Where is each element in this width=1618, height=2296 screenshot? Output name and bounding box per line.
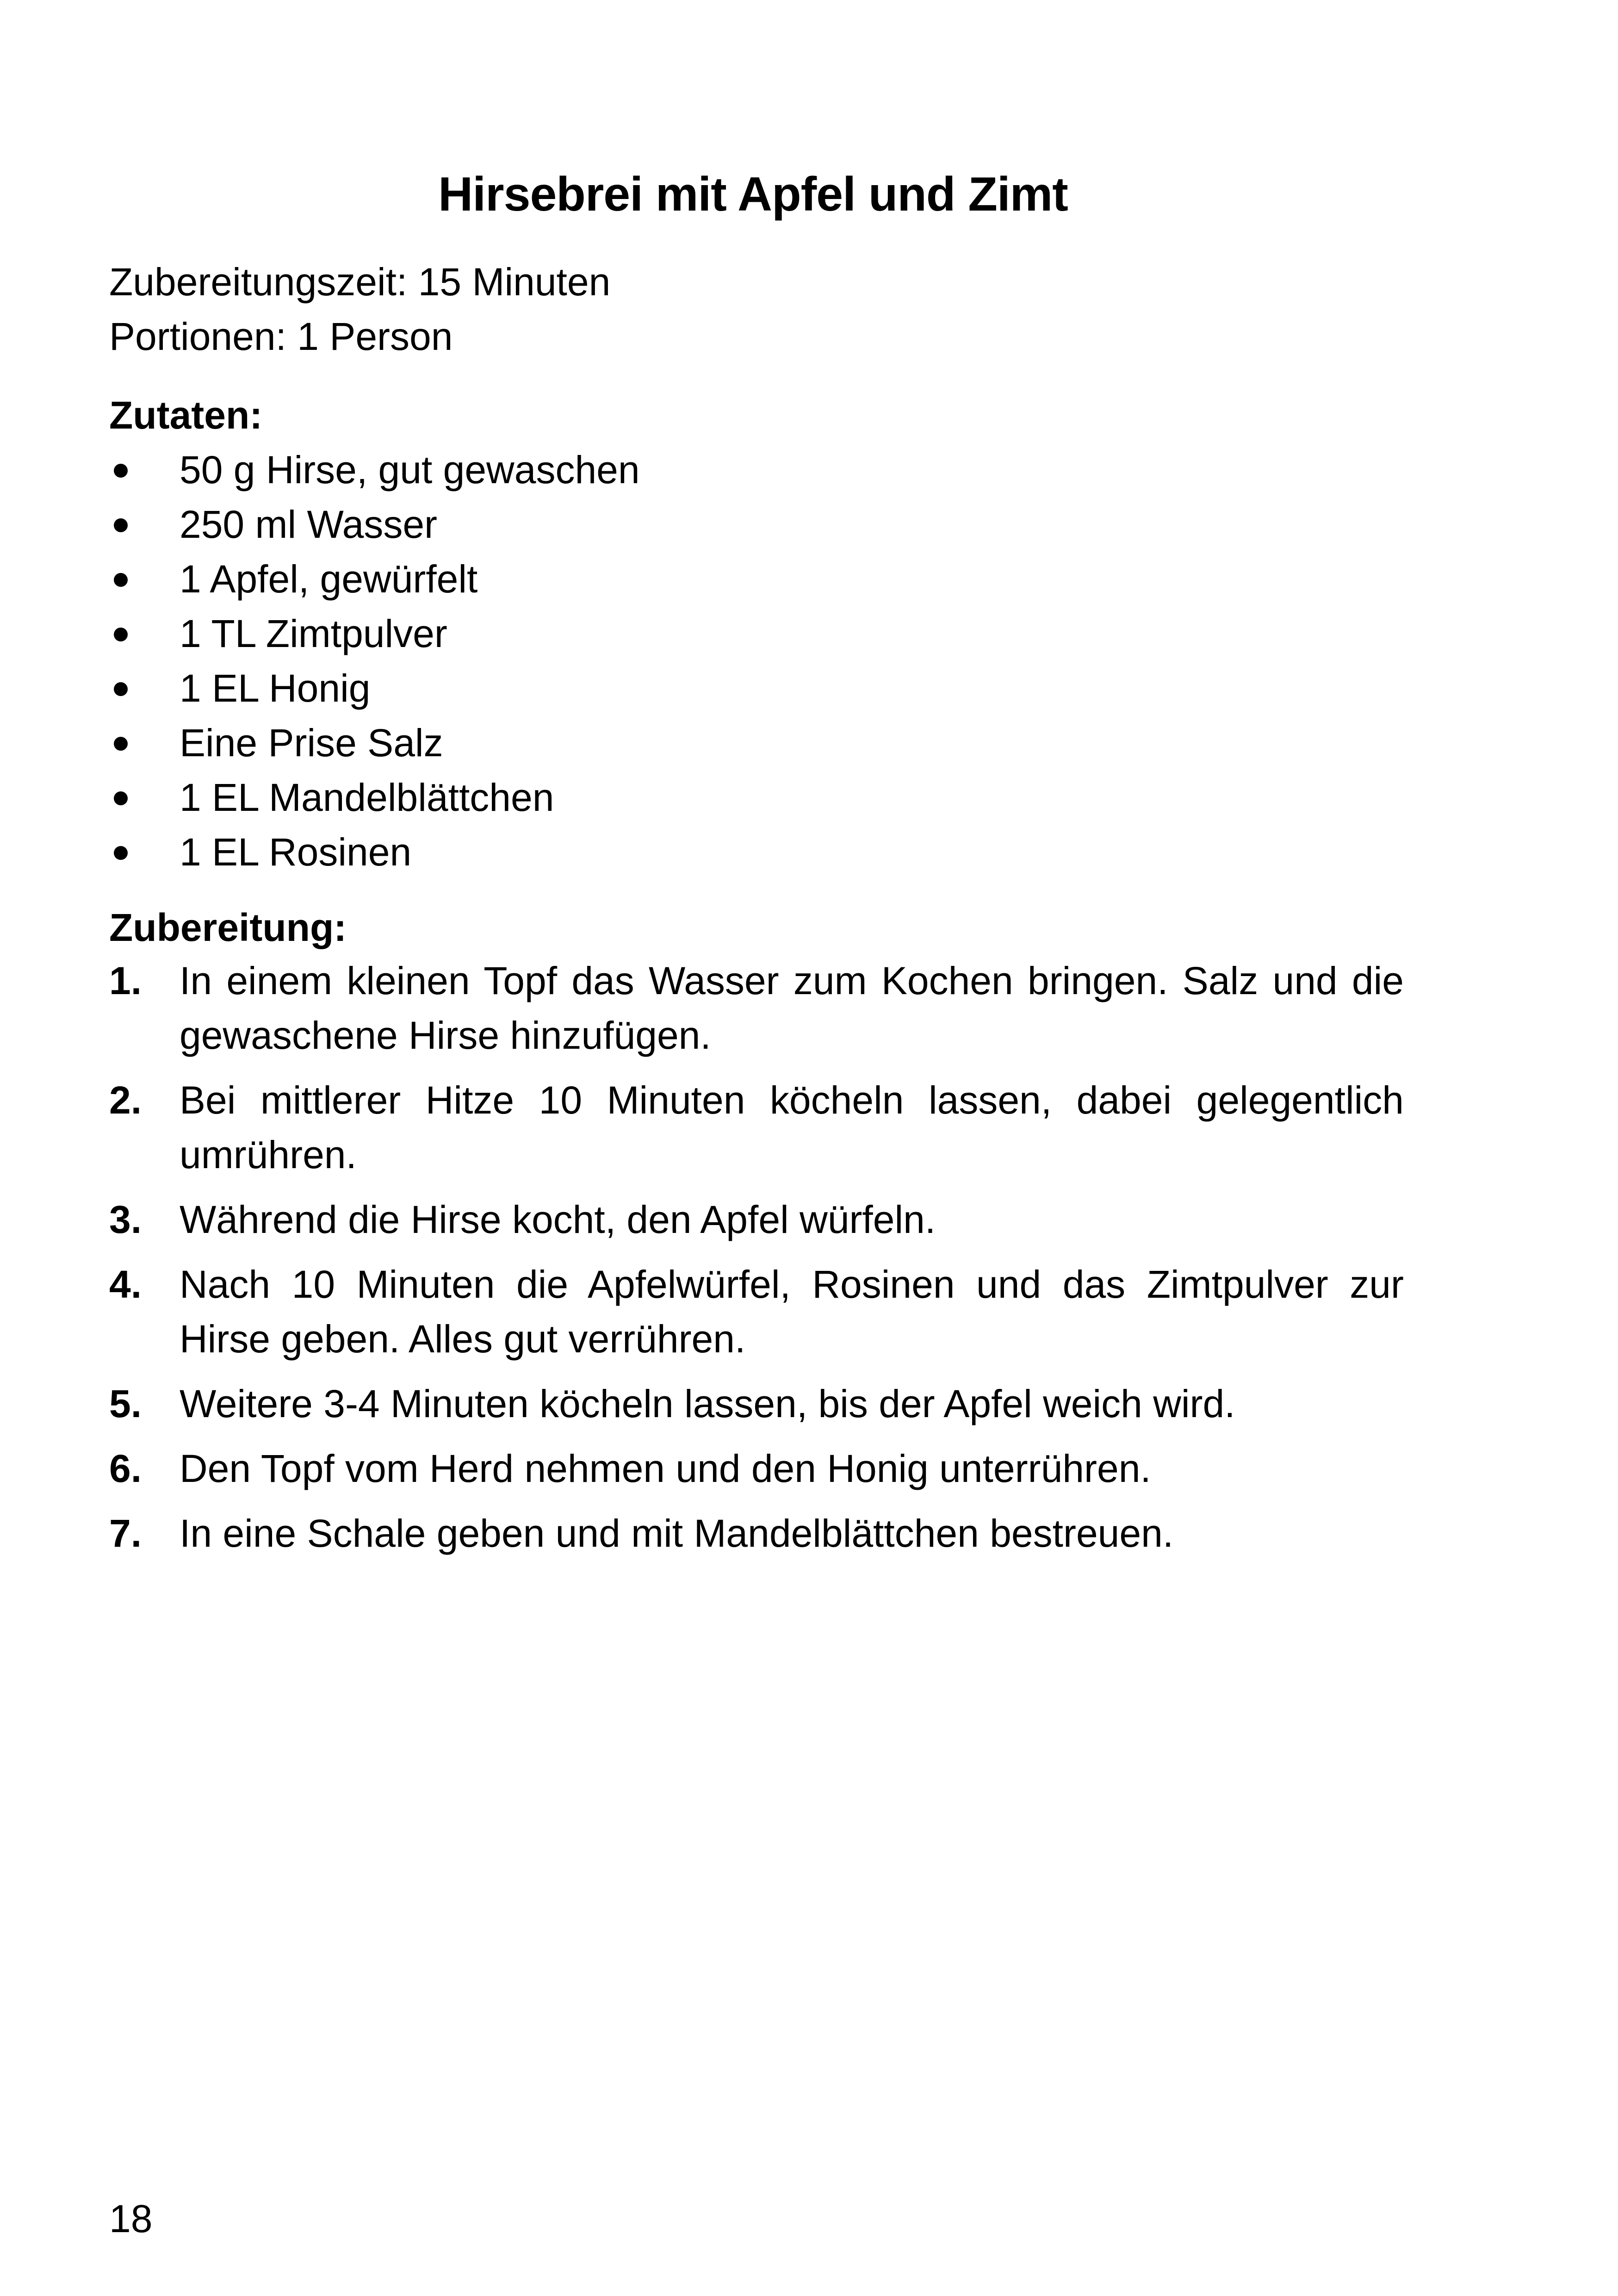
step-item — [109, 1506, 1404, 1561]
step-item — [109, 1073, 1404, 1182]
step-number: 7. — [109, 1512, 142, 1555]
page-number: 18 — [109, 2197, 153, 2240]
ingredient-text: 50 g Hirse, gut gewaschen — [180, 448, 640, 492]
step-number: 2. — [109, 1078, 142, 1122]
step-number: 5. — [109, 1382, 142, 1425]
step-number: 1. — [109, 959, 142, 1002]
steps-list — [109, 953, 1404, 1571]
ingredients-heading: Zutaten: — [109, 393, 263, 437]
ingredients-list — [109, 442, 640, 879]
ingredient-item — [109, 825, 640, 879]
ingredient-item — [109, 770, 640, 825]
bullet-icon — [114, 846, 128, 860]
step-text: Nach 10 Minuten die Apfelwürfel, Rosinen und das Zimtpulver zur Hirse geben. Alles gut verrühren. — [180, 1263, 1404, 1361]
bullet-icon — [114, 737, 128, 751]
step-text: In eine Schale geben und mit Mandelblättchen bestreuen. — [180, 1512, 1174, 1555]
step-text: Während die Hirse kocht, den Apfel würfeln. — [180, 1198, 936, 1241]
ingredient-item — [109, 552, 640, 606]
ingredient-text: Eine Prise Salz — [180, 721, 443, 765]
ingredient-item — [109, 497, 640, 552]
step-item — [109, 1192, 1404, 1247]
bullet-icon — [114, 464, 128, 478]
ingredient-text: 1 EL Mandelblättchen — [180, 776, 554, 819]
recipe-title: Hirsebrei mit Apfel und Zimt — [438, 168, 1068, 221]
step-text: In einem kleinen Topf das Wasser zum Kochen bringen. Salz und die gewaschene Hirse hinzufügen. — [180, 959, 1404, 1057]
bullet-icon — [114, 573, 128, 587]
bullet-icon — [114, 518, 128, 532]
step-text: Den Topf vom Herd nehmen und den Honig unterrühren. — [180, 1447, 1151, 1490]
bullet-icon — [114, 628, 128, 641]
step-text: Bei mittlerer Hitze 10 Minuten köcheln lassen, dabei gelegentlich umrühren. — [180, 1078, 1404, 1176]
step-number: 6. — [109, 1447, 142, 1490]
ingredient-item — [109, 442, 640, 497]
step-item — [109, 1441, 1404, 1496]
ingredient-item — [109, 606, 640, 661]
ingredient-text: 250 ml Wasser — [180, 503, 438, 546]
step-item — [109, 1376, 1404, 1431]
servings: Portionen: 1 Person — [109, 315, 453, 358]
ingredient-text: 1 EL Rosinen — [180, 830, 412, 874]
ingredient-item — [109, 661, 640, 716]
step-number: 4. — [109, 1263, 142, 1306]
ingredient-text: 1 EL Honig — [180, 666, 371, 710]
recipe-meta — [109, 255, 610, 364]
ingredient-item — [109, 716, 640, 770]
ingredient-text: 1 TL Zimtpulver — [180, 612, 447, 655]
step-number: 3. — [109, 1198, 142, 1241]
prep-time: Zubereitungszeit: 15 Minuten — [109, 260, 611, 304]
step-item — [109, 1257, 1404, 1366]
bullet-icon — [114, 791, 128, 805]
ingredient-text: 1 Apfel, gewürfelt — [180, 557, 478, 601]
bullet-icon — [114, 682, 128, 696]
step-text: Weitere 3-4 Minuten köcheln lassen, bis der Apfel weich wird. — [180, 1382, 1235, 1425]
step-item — [109, 953, 1404, 1063]
steps-heading: Zubereitung: — [109, 906, 347, 949]
